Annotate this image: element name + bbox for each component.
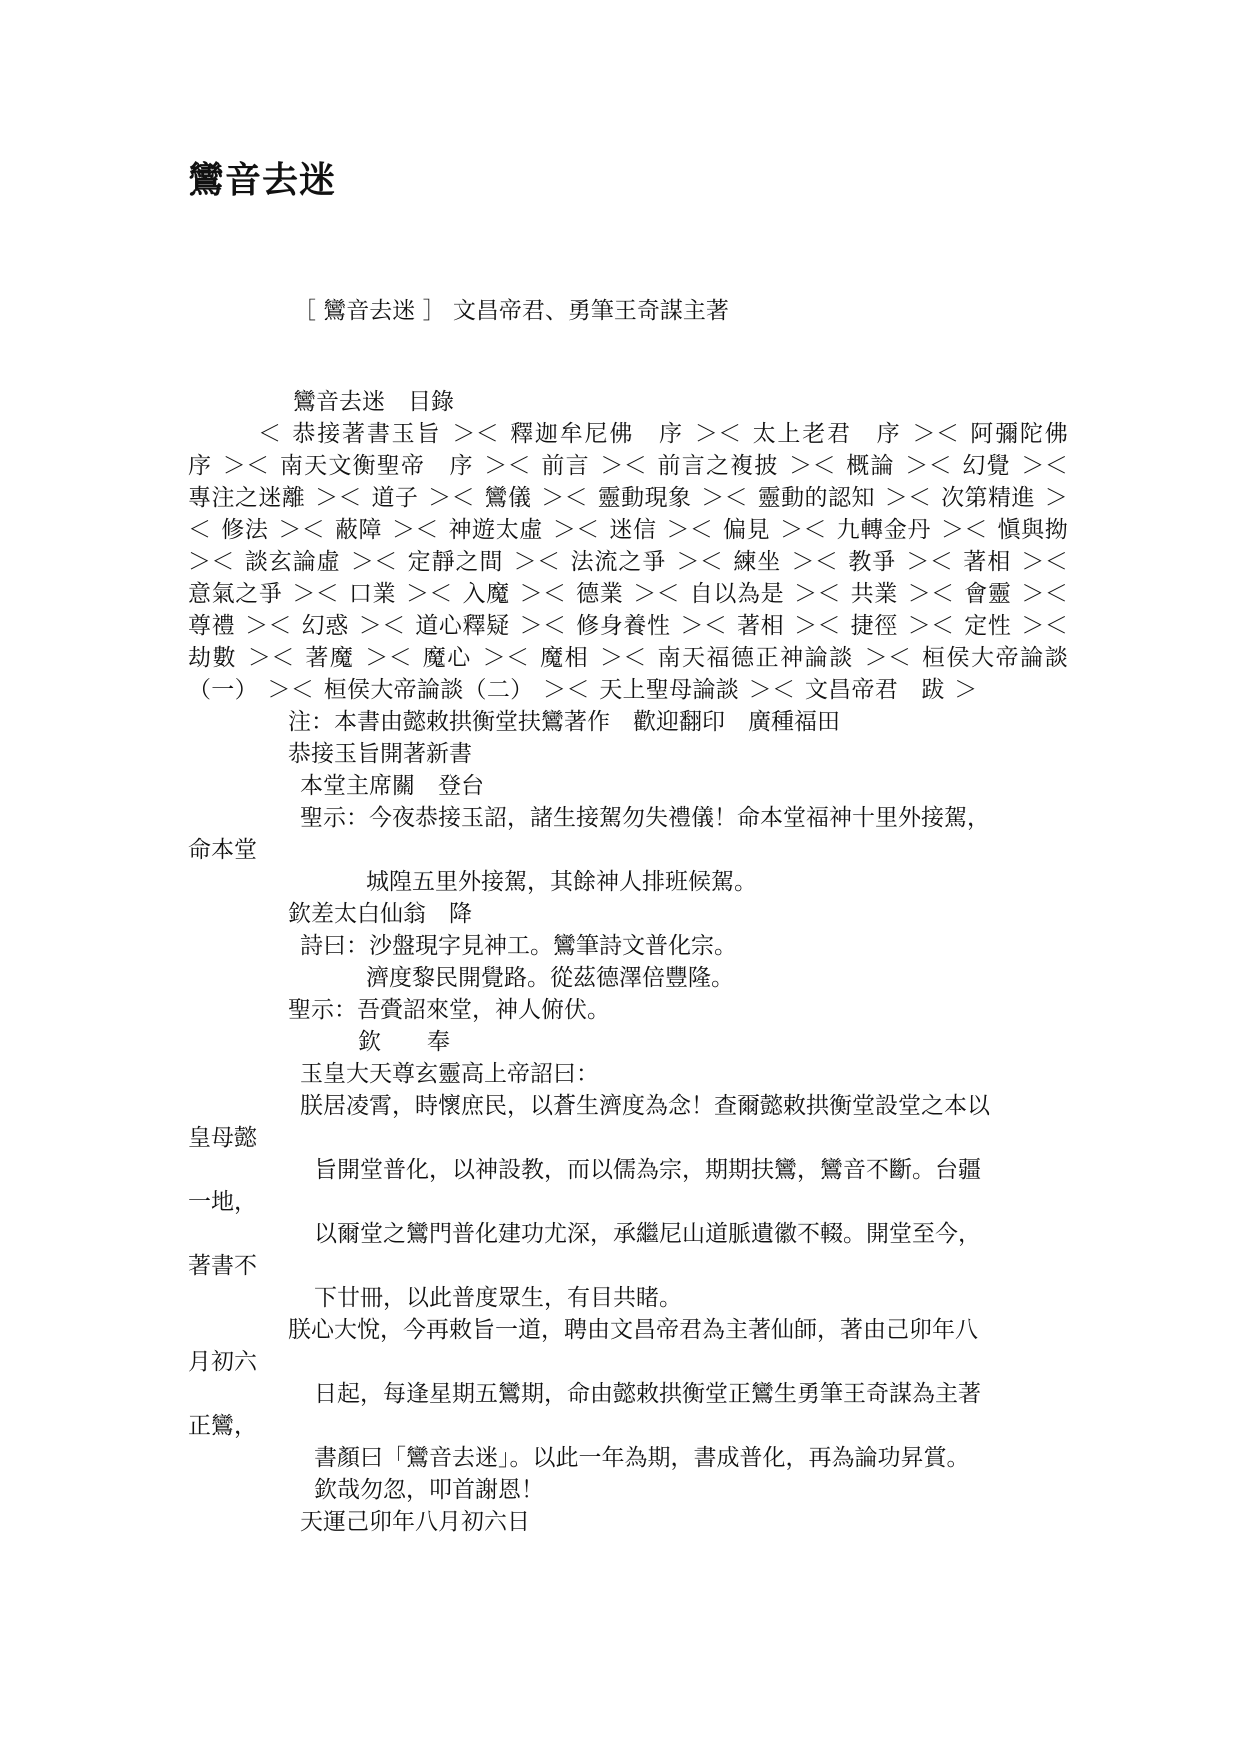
text-line: 旨開堂普化，以神設教，而以儒為宗，期期扶鸞，鸞音不斷。台疆 — [314, 1157, 981, 1183]
text-line: 欽差太白仙翁 降 — [288, 901, 472, 927]
text-line: 日起，每逢星期五鸞期，命由懿敕拱衡堂正鸞生勇筆王奇謀為主著 — [314, 1381, 981, 1407]
text-line: 朕心大悅，今再敕旨一道，聘由文昌帝君為主著仙師，著由己卯年八 — [288, 1317, 978, 1343]
text-line: 下廿冊，以此普度眾生，有目共睹。 — [314, 1285, 682, 1311]
text-line: 聖示：今夜恭接玉詔，諸生接駕勿失禮儀！命本堂福神十里外接駕， — [300, 805, 990, 831]
text-line: 玉皇大天尊玄靈高上帝詔曰： — [300, 1061, 599, 1087]
toc-heading: 鸞音去迷 目錄 — [293, 389, 454, 415]
text-line: 著書不 — [188, 1253, 257, 1279]
text-line: 月初六 — [188, 1349, 257, 1375]
text-line: 朕居凌霄，時懷庶民，以蒼生濟度為念！查爾懿敕拱衡堂設堂之本以 — [300, 1093, 990, 1119]
text-line: 以爾堂之鸞門普化建功尤深，承繼尼山道脈遺徽不輟。開堂至今， — [314, 1221, 981, 1247]
text-line: 欽哉勿忽，叩首謝恩！ — [314, 1477, 544, 1503]
document-subtitle: ［ 鸞音去迷 ］ 文昌帝君、勇筆王奇謀主著 — [293, 298, 729, 324]
text-line: 一地， — [188, 1189, 257, 1215]
poem-line: 濟度黎民開覺路。從茲德澤倍豐隆。 — [366, 965, 734, 991]
poem-line: 詩曰：沙盤現字見神工。鸞筆詩文普化宗。 — [300, 933, 737, 959]
document-title: 鸞音去迷 — [188, 160, 337, 201]
document-body — [188, 386, 1092, 1538]
publication-note: 注：本書由懿敕拱衡堂扶鸞著作 歡迎翻印 廣種福田 — [288, 709, 840, 735]
text-line: 命本堂 — [188, 837, 257, 863]
text-line: 本堂主席關 登台 — [300, 773, 484, 799]
text-line: 聖示：吾賫詔來堂，神人俯伏。 — [288, 997, 610, 1023]
table-of-contents: ＜ 恭接著書玉旨 ＞＜ 釋迦牟尼佛 序 ＞＜ 太上老君 序 ＞＜ 阿彌陀佛 序 ＞＜ 南天文衡聖帝 序 ＞＜ 前言 ＞＜ 前言之複披 ＞＜ 概論 ＞＜ 幻覺 ＞＜ 專注之迷離 ＞＜ 道子 ＞＜ 鸞儀 ＞＜ 靈動現象 ＞＜ 靈動的認知 ＞＜ 次第精進 ＞＜ 修法 ＞＜ 蔽障 ＞＜ 神遊太虛 ＞＜ 迷信 ＞＜ 偏見 ＞＜ 九轉金丹 ＞＜ 愼與拗 ＞＜ 談玄論虛 ＞＜ 定靜之間 ＞＜ 法流之爭 ＞＜ 練坐 ＞＜ 教爭 ＞＜ 著相 ＞＜ 意氣之爭 ＞＜ 口業 ＞＜ 入魔 ＞＜ 德業 ＞＜ 自以為是 ＞＜ 共業 ＞＜ 會靈 ＞＜ 尊禮 ＞＜ 幻惑 ＞＜ 道心釋疑 ＞＜ 修身養性 ＞＜ 著相 ＞＜ 捷徑 ＞＜ 定性 ＞＜ 劫數 ＞＜ 著魔 ＞＜ 魔心 ＞＜ 魔相 ＞＜ 南天福德正神論談 ＞＜ 桓侯大帝論談（一） ＞＜ 桓侯大帝論談（二） ＞＜ 天上聖母論談 ＞＜ 文昌帝君 跋 ＞ — [188, 421, 1092, 703]
text-line: 正鸞， — [188, 1413, 257, 1439]
text-line: 城隍五里外接駕，其餘神人排班候駕。 — [366, 869, 757, 895]
text-line: 欽 奉 — [358, 1029, 450, 1055]
date-line: 天運己卯年八月初六日 — [300, 1509, 530, 1535]
text-line: 恭接玉旨開著新書 — [288, 741, 472, 767]
text-line: 皇母懿 — [188, 1125, 257, 1151]
text-line: 書顏曰「鸞音去迷」。以此一年為期，書成普化，再為論功昇賞。 — [314, 1445, 970, 1471]
